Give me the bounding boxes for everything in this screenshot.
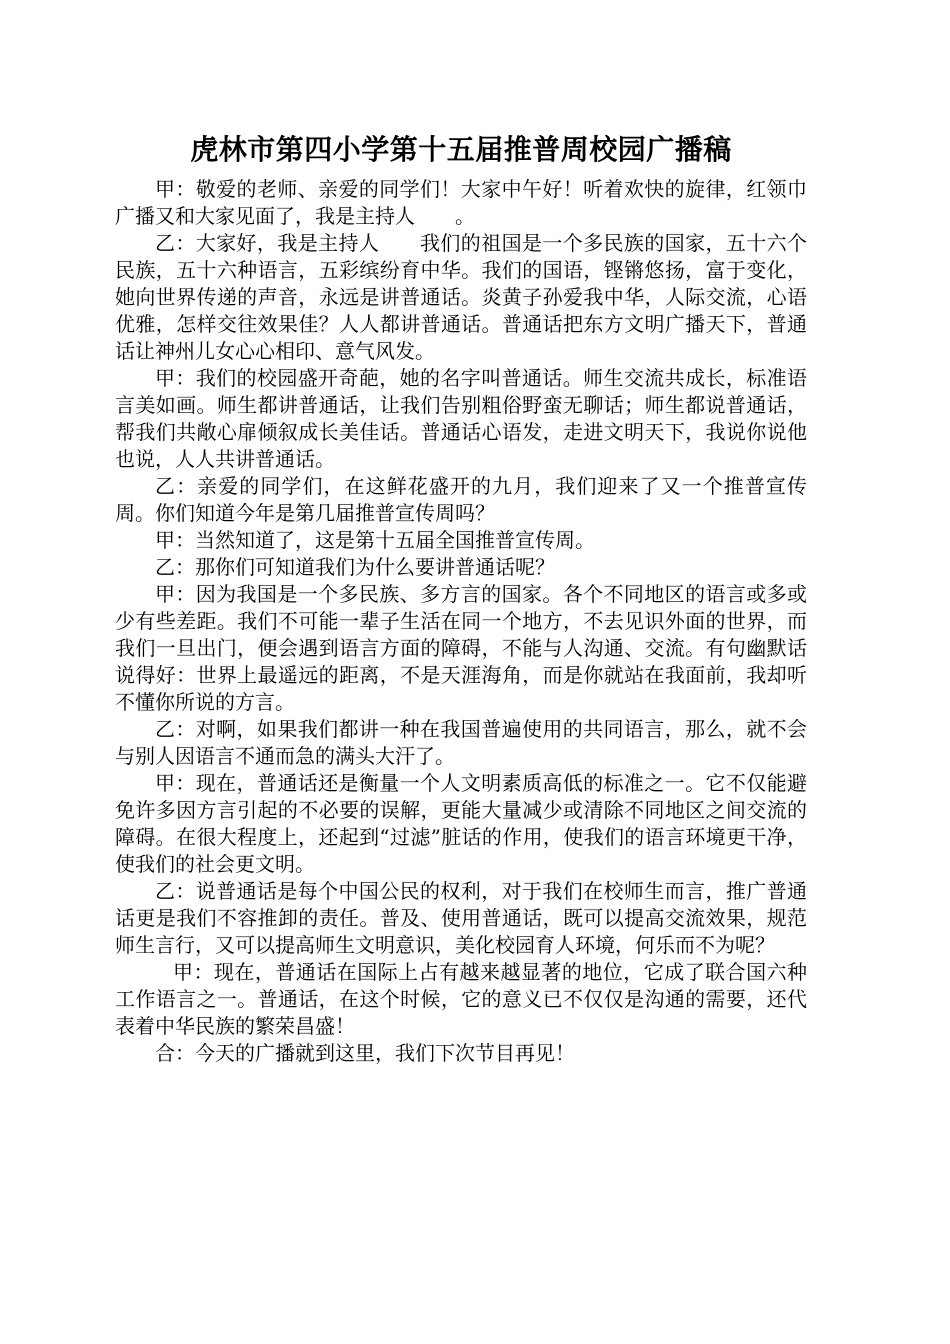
paragraph-2: 乙：大家好，我是主持人 我们的祖国是一个多民族的国家，五十六个民族，五十六种语言，五彩缤纷育中华。我们的国语，铿锵悠扬，富于变化，她向世界传递的声音，永远是讲普通话。炎黄子孙爱我中华，人际交流，心语优雅，怎样交往效果佳？人人都讲普通话。普通话把东方文明广播天下，普通话让神州儿女心心相印、意气风发。	[115, 231, 807, 363]
document-title: 虎林市第四小学第十五届推普周校园广播稿	[190, 133, 732, 166]
paragraph-4: 乙：亲爱的同学们，在这鲜花盛开的九月，我们迎来了又一个推普宣传周。你们知道今年是第几届推普宣传周吗？	[115, 474, 807, 525]
paragraph-11: 甲：现在，普通话在国际上占有越来越显著的地位，它成了联合国六种工作语言之一。普通话，在这个时候，它的意义已不仅仅是沟通的需要，还代表着中华民族的繁荣昌盛！	[115, 960, 807, 1038]
paragraph-12: 合：今天的广播就到这里，我们下次节目再见！	[155, 1041, 575, 1065]
paragraph-9: 甲：现在，普通话还是衡量一个人文明素质高低的标准之一。它不仅能避免许多因方言引起的不必要的误解，更能大量减少或清除不同地区之间交流的障碍。在很大程度上，还起到“过滤”脏话的作用，使我们的语言环境更干净，使我们的社会更文明。	[115, 771, 807, 876]
paragraph-8: 乙：对啊，如果我们都讲一种在我国普遍使用的共同语言，那么，就不会与别人因语言不通而急的满头大汗了。	[115, 717, 807, 768]
paragraph-1: 甲：敬爱的老师、亲爱的同学们！大家中午好！听着欢快的旋律，红领巾广播又和大家见面了，我是主持人 。	[115, 177, 807, 228]
paragraph-5: 甲：当然知道了，这是第十五届全国推普宣传周。	[155, 528, 595, 552]
document-page	[115, 128, 807, 1067]
paragraph-7: 甲：因为我国是一个多民族、多方言的国家。各个不同地区的语言或多或少有些差距。我们不可能一辈子生活在同一个地方，不去见识外面的世界，而我们一旦出门，便会遇到语言方面的障碍，不能与人沟通、交流。有句幽默话说得好：世界上最遥远的距离，不是天涯海角，而是你就站在我面前，我却听不懂你所说的方言。	[115, 582, 807, 714]
paragraph-10: 乙：说普通话是每个中国公民的权利，对于我们在校师生而言，推广普通话更是我们不容推卸的责任。普及、使用普通话，既可以提高交流效果，规范师生言行，又可以提高师生文明意识，美化校园育人环境，何乐而不为呢？	[115, 879, 807, 957]
paragraph-6: 乙：那你们可知道我们为什么要讲普通话呢？	[155, 555, 555, 579]
paragraph-3: 甲：我们的校园盛开奇葩，她的名字叫普通话。师生交流共成长，标准语言美如画。师生都讲普通话，让我们告别粗俗野蛮无聊话；师生都说普通话，帮我们共敞心扉倾叙成长美佳话。普通话心语发，走进文明天下，我说你说他也说，人人共讲普通话。	[115, 366, 807, 471]
